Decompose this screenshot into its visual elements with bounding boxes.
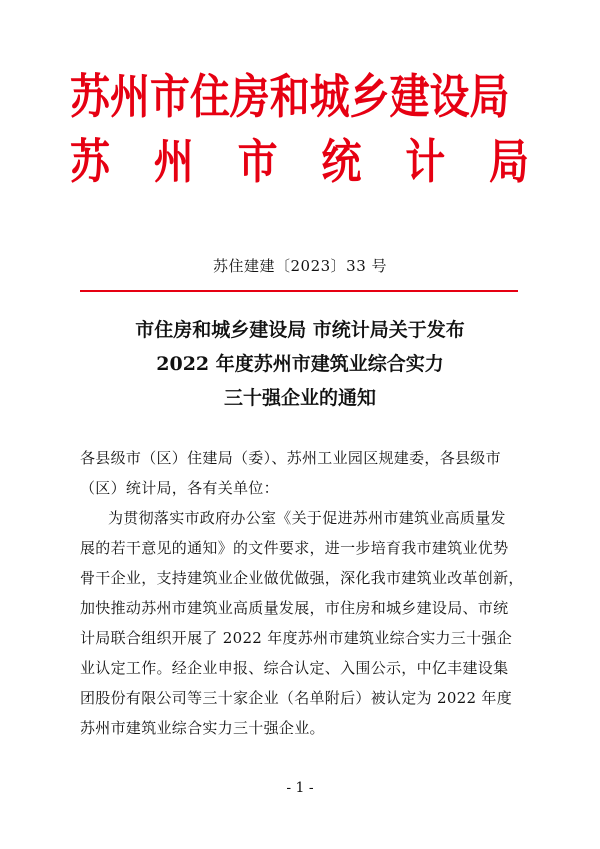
org-char: 统: [321, 135, 362, 190]
document-number: 苏住建建〔2023〕33 号: [212, 257, 388, 275]
paragraph-line: 团股份有限公司等三十家企业（名单附后）被认定为 2022 年度: [80, 689, 513, 707]
addressee-block: [80, 443, 518, 503]
paragraph-line: 为贯彻落实市政府办公室《关于促进苏州市建筑业高质量发: [108, 509, 506, 527]
document-title-line-1: 市住房和城乡建设局 市统计局关于发布: [135, 319, 465, 341]
org-char: 计: [405, 135, 446, 190]
paragraph-line: 业认定工作。经企业申报、综合认定、入围公示，中亿丰建设集: [80, 659, 509, 677]
paragraph-line: 展的若干意见的通知》的文件要求，进一步培育我市建筑业优势: [80, 539, 509, 557]
document-title-line-2: 2022 年度苏州市建筑业综合实力: [156, 353, 444, 375]
issuing-org-statistics-bureau: [70, 135, 529, 191]
body-paragraph: [80, 503, 524, 743]
document-title-line-3: 三十强企业的通知: [223, 387, 376, 409]
org-char: 苏: [70, 135, 110, 190]
issuing-org-housing-bureau: 苏州市住房和城乡建设局: [70, 70, 510, 125]
addressee-line: 各县级市（区）住建局（委）、苏州工业园区规建委，各县级市: [80, 449, 501, 467]
paragraph-line: 计局联合组织开展了 2022 年度苏州市建筑业综合实力三十强企: [80, 629, 513, 647]
org-char: 市: [237, 135, 278, 190]
addressee-line: （区）统计局，各有关单位：: [80, 479, 279, 497]
paragraph-line: 加快推动苏州市建筑业高质量发展，市住房和城乡建设局、市统: [80, 599, 509, 617]
red-divider-line: [80, 290, 518, 292]
org-char: 州: [153, 135, 194, 190]
paragraph-line: 骨干企业，支持建筑业企业做优做强，深化我市建筑业改革创新，: [80, 569, 524, 587]
page-number: - 1 -: [286, 780, 314, 796]
org-char: 局: [489, 135, 529, 190]
paragraph-line: 苏州市建筑业综合实力三十强企业。: [80, 719, 325, 737]
